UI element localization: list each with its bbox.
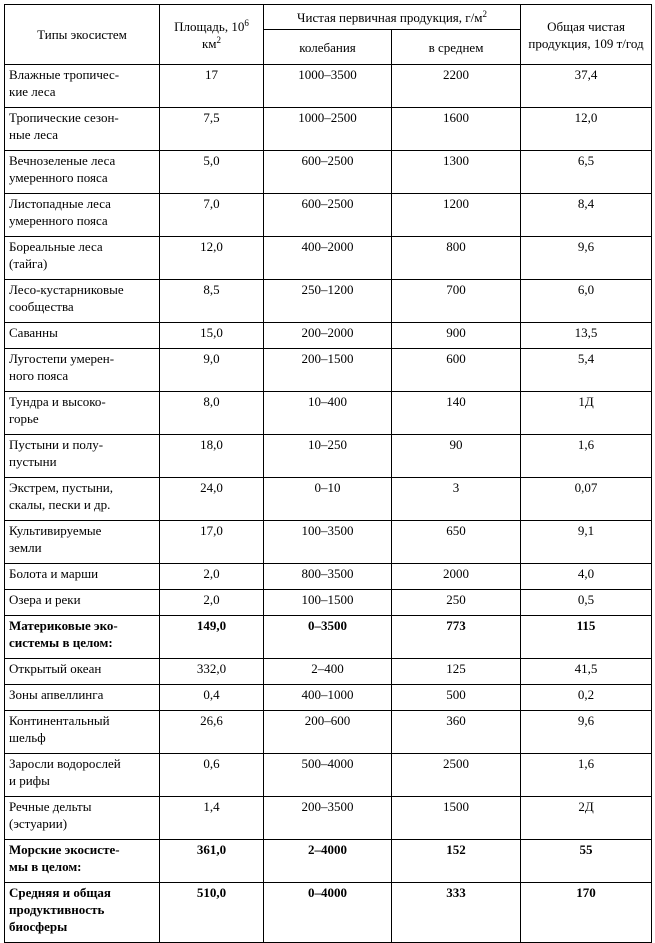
cell-ecosystem-name: Листопадные леса умеренного пояса [5, 194, 160, 237]
table-row [5, 711, 652, 754]
cell-area: 5,0 [160, 151, 264, 194]
cell-range: 100–3500 [264, 521, 392, 564]
cell-area: 9,0 [160, 349, 264, 392]
cell-ecosystem-name: Вечнозеленые леса умеренного пояса [5, 151, 160, 194]
table-body [5, 65, 652, 943]
cell-area: 12,0 [160, 237, 264, 280]
header-range: колебания [264, 30, 392, 65]
cell-area: 8,5 [160, 280, 264, 323]
cell-total: 37,4 [521, 65, 652, 108]
table-row [5, 478, 652, 521]
cell-mean: 600 [392, 349, 521, 392]
table-row [5, 564, 652, 590]
table-row [5, 237, 652, 280]
cell-area: 2,0 [160, 564, 264, 590]
table-row [5, 435, 652, 478]
cell-mean: 1300 [392, 151, 521, 194]
cell-ecosystem-name: Средняя и общая продуктивность биосферы [5, 883, 160, 943]
table-row [5, 108, 652, 151]
table-row [5, 392, 652, 435]
header-area: Площадь, $10^6$ $км^2$ [160, 5, 264, 65]
cell-mean: 1600 [392, 108, 521, 151]
cell-area: 361,0 [160, 840, 264, 883]
cell-mean: 2200 [392, 65, 521, 108]
table-row [5, 349, 652, 392]
table-row [5, 616, 652, 659]
cell-ecosystem-name: Открытый океан [5, 659, 160, 685]
cell-range: 200–3500 [264, 797, 392, 840]
cell-total: 6,0 [521, 280, 652, 323]
cell-mean: 1500 [392, 797, 521, 840]
cell-ecosystem-name: Тундра и высоко- горье [5, 392, 160, 435]
cell-ecosystem-name: Континентальный шельф [5, 711, 160, 754]
cell-total: 170 [521, 883, 652, 943]
table-row [5, 685, 652, 711]
table-row [5, 194, 652, 237]
cell-range: 800–3500 [264, 564, 392, 590]
cell-mean: 90 [392, 435, 521, 478]
cell-ecosystem-name: Речные дельты (эстуарии) [5, 797, 160, 840]
cell-range: 500–4000 [264, 754, 392, 797]
cell-ecosystem-name: Культивируемые земли [5, 521, 160, 564]
cell-total: 12,0 [521, 108, 652, 151]
cell-mean: 650 [392, 521, 521, 564]
cell-mean: 700 [392, 280, 521, 323]
cell-ecosystem-name: Болота и марши [5, 564, 160, 590]
cell-area: 26,6 [160, 711, 264, 754]
cell-range: 10–400 [264, 392, 392, 435]
cell-area: 17 [160, 65, 264, 108]
cell-area: 24,0 [160, 478, 264, 521]
cell-range: 2–4000 [264, 840, 392, 883]
cell-ecosystem-name: Экстрем, пустыни, скалы, пески и др. [5, 478, 160, 521]
cell-total: 0,2 [521, 685, 652, 711]
cell-total: 0,5 [521, 590, 652, 616]
table-row [5, 797, 652, 840]
cell-area: 8,0 [160, 392, 264, 435]
cell-range: 400–1000 [264, 685, 392, 711]
cell-total: 55 [521, 840, 652, 883]
cell-ecosystem-name: Лесо-кустарниковые сообщества [5, 280, 160, 323]
cell-total: 2Д [521, 797, 652, 840]
cell-range: 600–2500 [264, 194, 392, 237]
header-ecosystem-type: Типы экосистем [5, 5, 160, 65]
table-row [5, 65, 652, 108]
cell-mean: 152 [392, 840, 521, 883]
cell-area: 18,0 [160, 435, 264, 478]
cell-range: 1000–3500 [264, 65, 392, 108]
table-row [5, 521, 652, 564]
cell-mean: 125 [392, 659, 521, 685]
cell-total: 0,07 [521, 478, 652, 521]
cell-total: 1Д [521, 392, 652, 435]
cell-mean: 3 [392, 478, 521, 521]
cell-mean: 333 [392, 883, 521, 943]
cell-ecosystem-name: Влажные тропичес- кие леса [5, 65, 160, 108]
cell-mean: 773 [392, 616, 521, 659]
header-mean: в среднем [392, 30, 521, 65]
cell-range: 100–1500 [264, 590, 392, 616]
cell-total: 1,6 [521, 435, 652, 478]
header-total-production: Общая чистая продукция, 109 т/год [521, 5, 652, 65]
cell-area: 0,4 [160, 685, 264, 711]
cell-mean: 900 [392, 323, 521, 349]
cell-range: 1000–2500 [264, 108, 392, 151]
cell-ecosystem-name: Тропические сезон- ные леса [5, 108, 160, 151]
cell-range: 200–1500 [264, 349, 392, 392]
cell-mean: 500 [392, 685, 521, 711]
cell-total: 41,5 [521, 659, 652, 685]
table-header [5, 5, 652, 65]
cell-total: 115 [521, 616, 652, 659]
cell-total: 9,6 [521, 711, 652, 754]
cell-area: 149,0 [160, 616, 264, 659]
cell-mean: 250 [392, 590, 521, 616]
cell-range: 200–600 [264, 711, 392, 754]
cell-area: 7,5 [160, 108, 264, 151]
cell-total: 5,4 [521, 349, 652, 392]
table-row [5, 754, 652, 797]
cell-ecosystem-name: Бореальные леса (тайга) [5, 237, 160, 280]
cell-range: 0–4000 [264, 883, 392, 943]
table-row [5, 883, 652, 943]
cell-ecosystem-name: Зоны апвеллинга [5, 685, 160, 711]
cell-ecosystem-name: Саванны [5, 323, 160, 349]
table-row [5, 323, 652, 349]
cell-ecosystem-name: Озера и реки [5, 590, 160, 616]
table-row [5, 840, 652, 883]
cell-area: 332,0 [160, 659, 264, 685]
cell-total: 13,5 [521, 323, 652, 349]
cell-mean: 2000 [392, 564, 521, 590]
cell-total: 6,5 [521, 151, 652, 194]
cell-ecosystem-name: Материковые эко- системы в целом: [5, 616, 160, 659]
cell-area: 15,0 [160, 323, 264, 349]
cell-range: 10–250 [264, 435, 392, 478]
cell-total: 9,1 [521, 521, 652, 564]
cell-ecosystem-name: Заросли водорослей и рифы [5, 754, 160, 797]
ecosystem-productivity-table [4, 4, 652, 943]
table-row [5, 659, 652, 685]
cell-range: 2–400 [264, 659, 392, 685]
cell-area: 510,0 [160, 883, 264, 943]
cell-total: 8,4 [521, 194, 652, 237]
cell-range: 250–1200 [264, 280, 392, 323]
table-row [5, 590, 652, 616]
cell-ecosystem-name: Лугостепи умерен- ного пояса [5, 349, 160, 392]
cell-range: 600–2500 [264, 151, 392, 194]
cell-area: 2,0 [160, 590, 264, 616]
cell-mean: 2500 [392, 754, 521, 797]
cell-area: 0,6 [160, 754, 264, 797]
cell-range: 400–2000 [264, 237, 392, 280]
cell-area: 7,0 [160, 194, 264, 237]
table-row [5, 151, 652, 194]
cell-mean: 140 [392, 392, 521, 435]
header-net-primary-production: Чистая первичная продукция, $г/м^2$ [264, 5, 521, 30]
cell-total: 4,0 [521, 564, 652, 590]
cell-total: 1,6 [521, 754, 652, 797]
cell-range: 0–10 [264, 478, 392, 521]
cell-ecosystem-name: Пустыни и полу- пустыни [5, 435, 160, 478]
cell-area: 1,4 [160, 797, 264, 840]
cell-mean: 360 [392, 711, 521, 754]
table-row [5, 280, 652, 323]
cell-total: 9,6 [521, 237, 652, 280]
cell-mean: 800 [392, 237, 521, 280]
cell-range: 200–2000 [264, 323, 392, 349]
cell-mean: 1200 [392, 194, 521, 237]
cell-area: 17,0 [160, 521, 264, 564]
cell-ecosystem-name: Морские экосисте- мы в целом: [5, 840, 160, 883]
cell-range: 0–3500 [264, 616, 392, 659]
